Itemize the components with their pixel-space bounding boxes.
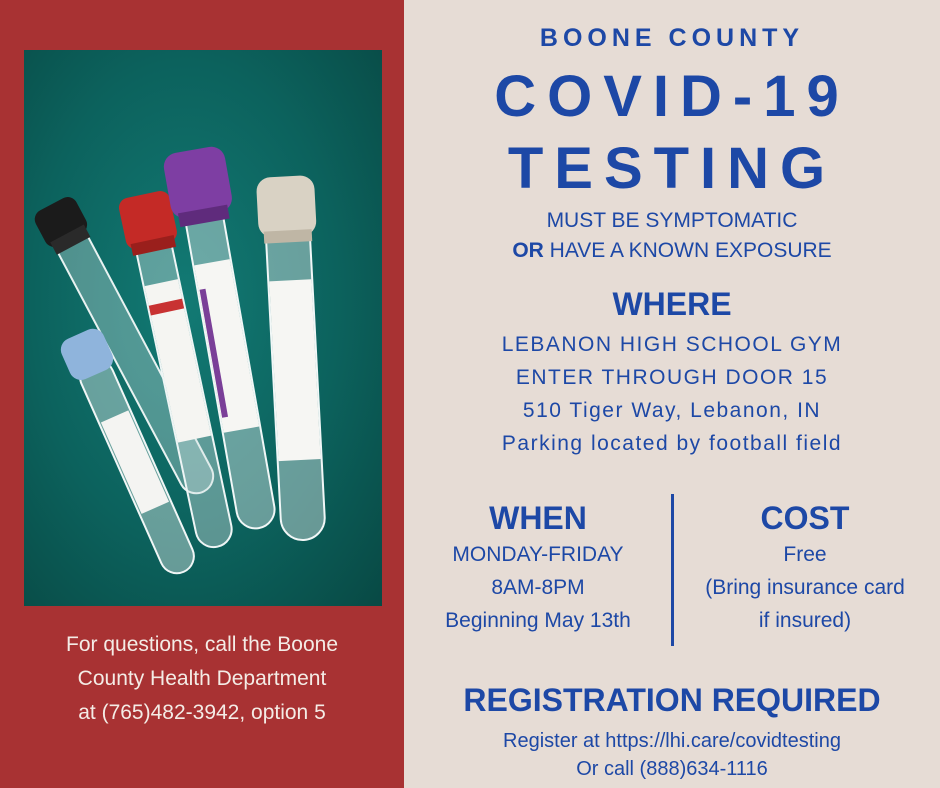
- question-line: County Health Department: [77, 667, 327, 690]
- cost-line: (Bring insurance card: [705, 576, 905, 599]
- eligibility-requirement: [404, 206, 940, 266]
- where-details: [404, 328, 940, 460]
- when-heading: WHEN: [489, 500, 587, 536]
- requirement-rest: HAVE A KNOWN EXPOSURE: [543, 239, 832, 262]
- test-tubes-photo: [24, 50, 382, 606]
- cost-heading: COST: [760, 500, 850, 536]
- title-line-1: COVID-19: [494, 64, 850, 129]
- where-line: 510 Tiger Way, Lebanon, IN: [522, 399, 822, 422]
- requirement-or: OR: [512, 239, 544, 262]
- requirement-line-1: MUST BE SYMPTOMATIC: [546, 209, 798, 232]
- county-name: BOONE COUNTY: [539, 24, 805, 52]
- where-heading: WHERE: [612, 286, 732, 322]
- title-line-2: TESTING: [507, 136, 837, 201]
- cost-line: if insured): [758, 609, 852, 632]
- where-line: Parking located by football field: [501, 432, 843, 455]
- requirement-line-2: [404, 236, 940, 266]
- questions-contact: [0, 628, 404, 730]
- registration-phone-line: Or call (888)634-1116: [576, 758, 768, 780]
- when-line: Beginning May 13th: [445, 609, 631, 632]
- question-line: at (765)482-3942, option 5: [78, 701, 326, 724]
- where-line: LEBANON HIGH SCHOOL GYM: [501, 333, 843, 356]
- cost-section: [680, 498, 930, 637]
- registration-details: [404, 727, 940, 783]
- column-divider: [671, 494, 674, 646]
- question-line: For questions, call the Boone: [66, 633, 338, 656]
- when-line: 8AM-8PM: [491, 576, 585, 599]
- when-section: [414, 498, 662, 637]
- registration-heading: REGISTRATION REQUIRED: [463, 682, 881, 718]
- cost-line: Free: [783, 543, 827, 566]
- registration-link-line: Register at https://lhi.care/covidtesting: [503, 730, 841, 752]
- where-line: ENTER THROUGH DOOR 15: [515, 366, 829, 389]
- when-line: MONDAY-FRIDAY: [452, 543, 624, 566]
